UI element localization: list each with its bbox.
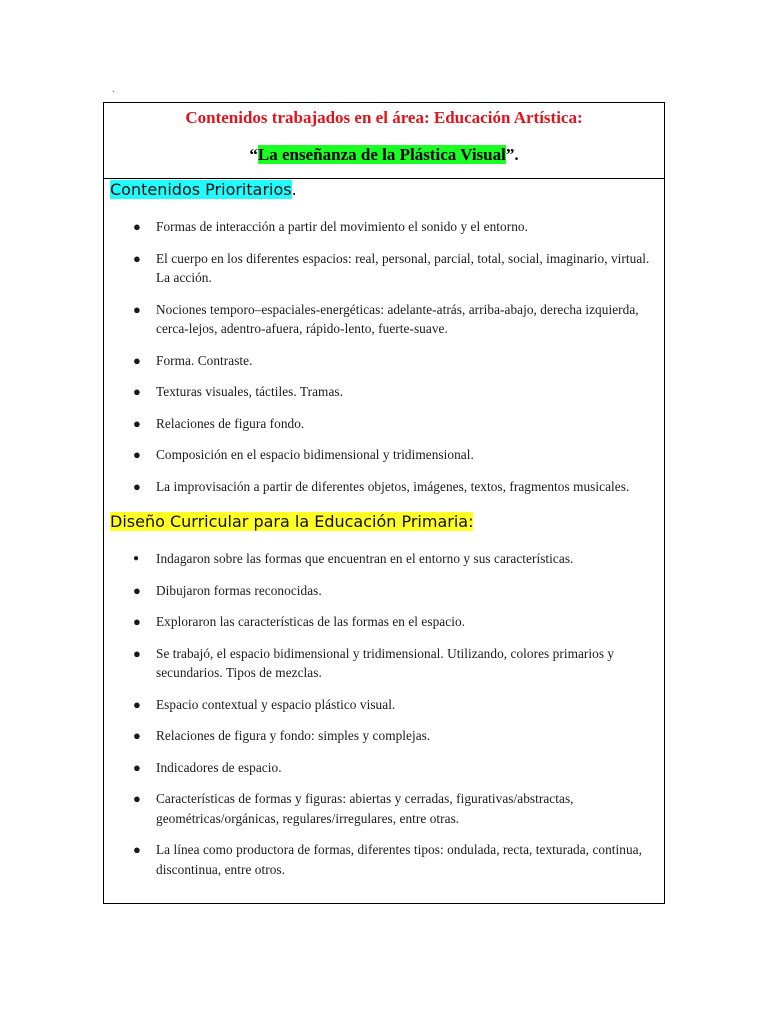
- list-item: [109, 758, 664, 778]
- list-item-text: Se trabajó, el espacio bidimensional y tridimensional. Utilizando, colores primarios y secundarios. Tipos de mezclas.: [156, 645, 615, 680]
- list-item-text: Indicadores de espacio.: [156, 759, 282, 775]
- list-item: [109, 726, 664, 746]
- list-item: [109, 477, 664, 497]
- section2-title: Diseño Curricular para la Educación Primaria:: [110, 512, 474, 531]
- quote-open: “: [249, 145, 258, 164]
- bullet-icon: ●: [133, 478, 141, 494]
- title-line-2: [104, 144, 664, 166]
- list-item-text: Texturas visuales, táctiles. Tramas.: [156, 384, 343, 399]
- quote-close: ”.: [505, 145, 519, 164]
- list-item: [109, 789, 664, 828]
- content-box: [103, 102, 665, 904]
- list-item-text: Características de formas y figuras: abiertas y cerradas, figurativas/abstractas, geométricas/orgánicas, regulares/irregulares, entre otras.: [156, 791, 574, 826]
- list-item-text: Dibujaron formas reconocidas.: [156, 582, 322, 598]
- title-line-1: Contenidos trabajados en el área: Educación Artística:: [185, 108, 583, 127]
- list-item: [109, 382, 664, 402]
- list-item-text: Relaciones de figura y fondo: simples y complejas.: [156, 728, 431, 743]
- title-highlight: La enseñanza de la Plástica Visual: [257, 145, 506, 164]
- bullet-icon: ●: [133, 384, 141, 399]
- list-item-text: Formas de interacción a partir del movimiento el sonido y el entorno.: [156, 219, 528, 234]
- section1-title-suffix: .: [291, 180, 297, 199]
- list-item: [109, 840, 664, 879]
- section2-heading: [110, 511, 664, 533]
- list-item: [109, 549, 664, 569]
- bullet-icon: ●: [133, 759, 141, 775]
- list-item: [109, 300, 664, 339]
- list-item: [109, 581, 664, 601]
- list-item: [109, 612, 664, 632]
- bullet-icon: ●: [133, 728, 141, 743]
- section1-heading: [110, 179, 664, 201]
- section1-list: [109, 217, 664, 496]
- list-item-text: El cuerpo en los diferentes espacios: real, personal, parcial, total, social, imaginario, virtual. La acción.: [156, 250, 650, 285]
- bullet-icon: ●: [133, 614, 141, 629]
- list-item: [109, 249, 664, 288]
- bullet-icon: ●: [133, 645, 141, 661]
- list-item: [109, 217, 664, 237]
- list-item-text: Relaciones de figura fondo.: [156, 415, 305, 431]
- title-header: [104, 103, 664, 179]
- stray-dot: .: [112, 84, 115, 95]
- bullet-icon: ●: [133, 842, 141, 857]
- bullet-icon: ●: [133, 415, 141, 431]
- bullet-icon: ●: [133, 696, 141, 712]
- list-item-text: Espacio contextual y espacio plástico visual.: [156, 696, 396, 712]
- list-item-text: La improvisación a partir de diferentes objetos, imágenes, textos, fragmentos musicales.: [156, 478, 630, 494]
- section-contenidos-prioritarios: [104, 179, 664, 496]
- section2-list: [109, 549, 664, 879]
- bullet-icon: ●: [133, 791, 141, 806]
- bullet-icon: ●: [133, 301, 141, 317]
- bullet-icon: ●: [133, 250, 141, 266]
- list-item-text: Composición en el espacio bidimensional y tridimensional.: [156, 447, 474, 462]
- bullet-icon: ●: [133, 219, 141, 234]
- section-diseno-curricular: [104, 511, 664, 879]
- list-item-text: La línea como productora de formas, diferentes tipos: ondulada, recta, texturada, continua, discontinua, entre otros.: [156, 842, 643, 877]
- list-item: [109, 445, 664, 465]
- list-item: [109, 644, 664, 683]
- bullet-icon: ●: [133, 553, 140, 564]
- list-item-text: Forma. Contraste.: [156, 352, 253, 368]
- list-item-text: Nociones temporo–espaciales-energéticas: adelante-atrás, arriba-abajo, derecha izquierda, cerca-lejos, adentro-afuera, rápido-lento, fuerte-suave.: [156, 301, 639, 336]
- list-item-text: Indagaron sobre las formas que encuentran en el entorno y sus características.: [156, 551, 574, 566]
- list-item: [109, 351, 664, 371]
- list-item: [109, 414, 664, 434]
- list-item-text: Exploraron las características de las formas en el espacio.: [156, 614, 466, 629]
- bullet-icon: ●: [133, 352, 141, 368]
- bullet-icon: ●: [133, 447, 141, 462]
- section1-title: Contenidos Prioritarios: [110, 180, 292, 199]
- bullet-icon: ●: [133, 582, 141, 598]
- list-item: [109, 695, 664, 715]
